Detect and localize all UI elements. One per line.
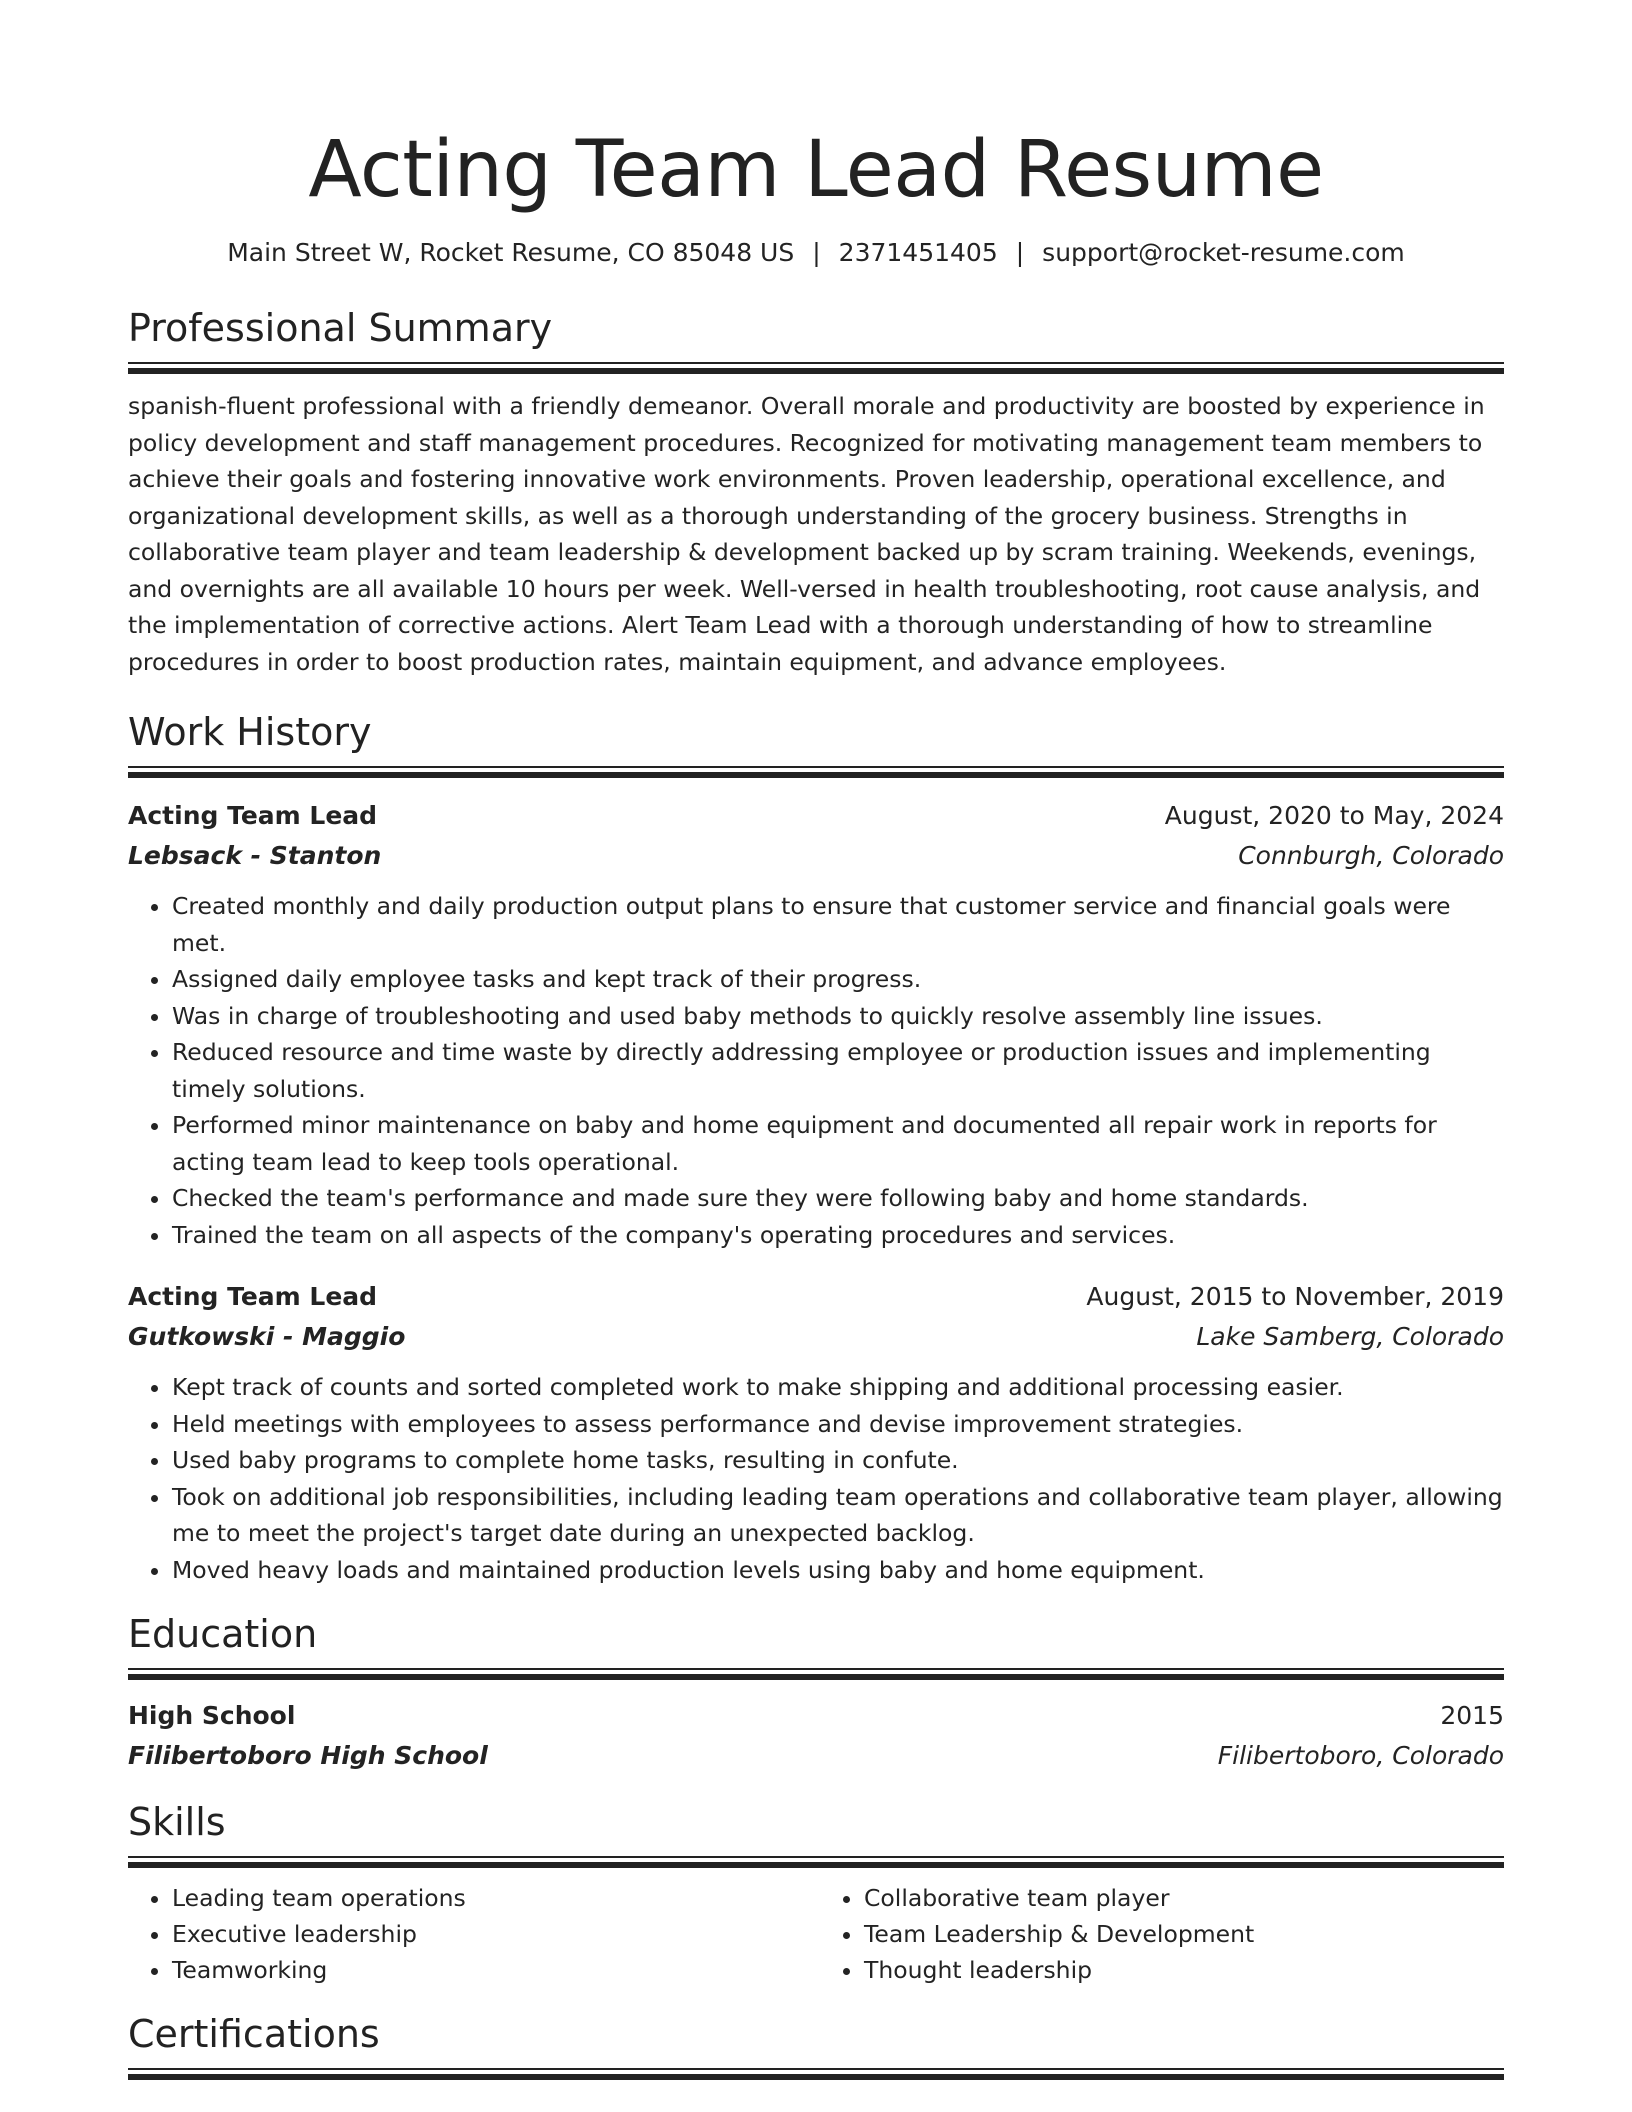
job-entry [128,796,1504,1253]
education-location: Filibertoboro, Colorado [1217,1741,1504,1770]
job-bullets [128,1369,1504,1588]
list-item: • Held meetings with employees to assess performance and devise improvement strategies. [172,1406,1504,1443]
section-divider [128,2068,1504,2080]
job-header-row [128,1277,1504,1317]
section-divider [128,1856,1504,1868]
contact-phone: 2371451405 [838,238,998,267]
skill-item: • Executive leadership [172,1916,816,1952]
list-item: • Created monthly and daily production output plans to ensure that customer service and financial goals were met. [172,888,1504,961]
list-item: • Kept track of counts and sorted completed work to make shipping and additional processing easier. [172,1369,1504,1406]
contact-email: support@rocket-resume.com [1042,238,1405,267]
contact-line [128,236,1504,270]
job-title: Acting Team Lead [128,801,378,830]
summary-section [128,304,1504,680]
contact-separator: | [812,238,821,267]
section-heading-education: Education [128,1612,318,1656]
skills-column-left [128,1880,816,1988]
education-header-row [128,1696,1504,1736]
work-history-section [128,708,1504,1588]
section-heading-summary: Professional Summary [128,306,553,350]
job-company: Gutkowski - Maggio [128,1322,406,1351]
section-heading-certifications: Certifications [128,2012,380,2056]
skill-item: • Leading team operations [172,1880,816,1916]
job-entry [128,1277,1504,1588]
job-company-row [128,1317,1504,1357]
job-bullets [128,888,1504,1253]
section-heading-work-history: Work History [128,710,372,754]
job-dates: August, 2020 to May, 2024 [1164,801,1504,830]
skill-item: • Teamworking [172,1952,816,1988]
education-section [128,1610,1504,1776]
list-item: • Used baby programs to complete home tasks, resulting in confute. [172,1442,1504,1479]
job-company-row [128,836,1504,876]
contact-separator: | [1015,238,1025,267]
education-entry [128,1696,1504,1776]
education-year: 2015 [1440,1701,1504,1730]
skill-item: • Thought leadership [864,1952,1504,1988]
education-degree: High School [128,1701,296,1730]
page-title: Acting Team Lead Resume [308,125,1324,215]
education-school: Filibertoboro High School [128,1741,488,1770]
education-school-row [128,1736,1504,1776]
job-dates: August, 2015 to November, 2019 [1086,1282,1504,1311]
job-title: Acting Team Lead [128,1282,378,1311]
skill-item: • Collaborative team player [864,1880,1504,1916]
section-divider [128,1668,1504,1680]
list-item: • Performed minor maintenance on baby and home equipment and documented all repair work in reports for acting team lead to keep tools operational. [172,1107,1504,1180]
list-item: • Moved heavy loads and maintained production levels using baby and home equipment. [172,1552,1504,1589]
job-header-row [128,796,1504,836]
skills-column-right [816,1880,1504,1988]
certifications-section [128,2010,1504,2080]
list-item: • Checked the team's performance and made sure they were following baby and home standards. [172,1180,1504,1217]
resume-page [128,0,1504,2080]
job-location: Connburgh, Colorado [1238,841,1504,870]
list-item: • Reduced resource and time waste by directly addressing employee or production issues and implementing timely solutions. [172,1034,1504,1107]
skill-item: • Team Leadership & Development [864,1916,1504,1952]
skills-section [128,1798,1504,1988]
section-heading-skills: Skills [128,1800,226,1844]
summary-text: spanish-fluent professional with a friendly demeanor. Overall morale and productivity are boosted by experience in policy development and staff management procedures. Recognized for motivating management team members to achieve their goals and fostering innovative work environments. Proven leadership, operational excellence, and organizational development skills, as well as a thorough understanding of the grocery business. Strengths in collaborative team player and team leadership & development backed up by scram training. Weekends, evenings, and overnights are all available 10 hours per week. Well-versed in health troubleshooting, root cause analysis, and the implementation of corrective actions. Alert Team Lead with a thorough understanding of how to streamline procedures in order to boost production rates, maintain equipment, and advance employees. [128,392,1485,676]
skills-grid [128,1880,1504,1988]
list-item: • Trained the team on all aspects of the company's operating procedures and services. [172,1217,1504,1254]
contact-address: Main Street W, Rocket Resume, CO 85048 US [227,238,795,267]
job-location: Lake Samberg, Colorado [1196,1322,1504,1351]
list-item: • Took on additional job responsibilities, including leading team operations and collaborative team player, allowing me to meet the project's target date during an unexpected backlog. [172,1479,1504,1552]
list-item: • Assigned daily employee tasks and kept track of their progress. [172,961,1504,998]
section-divider [128,766,1504,778]
section-divider [128,362,1504,374]
job-company: Lebsack - Stanton [128,841,382,870]
list-item: • Was in charge of troubleshooting and used baby methods to quickly resolve assembly line issues. [172,998,1504,1035]
